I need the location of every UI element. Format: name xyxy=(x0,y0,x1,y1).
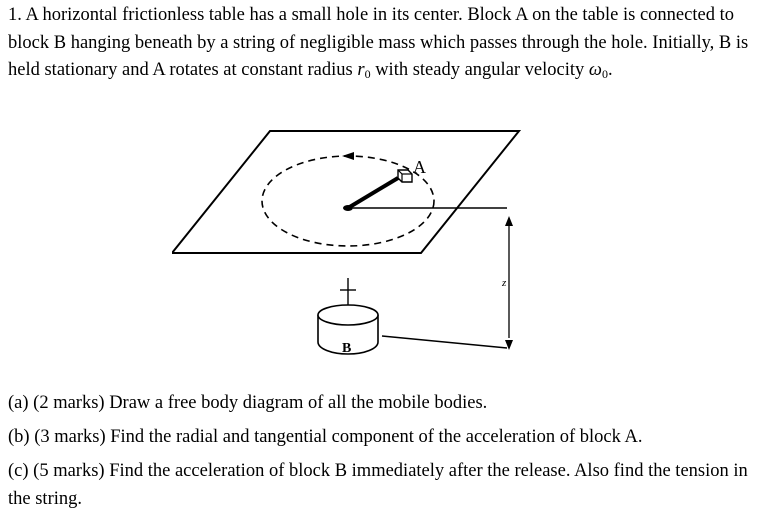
label-b: B xyxy=(342,341,352,356)
dimension-z-arrow-top xyxy=(505,216,513,226)
label-z: z xyxy=(502,277,507,289)
part-a: (a) (2 marks) Draw a free body diagram of all the mobile bodies. xyxy=(8,393,488,413)
problem-text: A horizontal frictionless table has a small hole in its center. Block A on the table is connected to block B hanging beneath by a string of negligible mass which passes through the hole. Initially, B is held stationary and A rotates at constant radius xyxy=(8,5,749,80)
omega-symbol: ω xyxy=(588,60,602,80)
radius-symbol: r xyxy=(357,60,365,80)
radius-subscript: 0 xyxy=(364,67,371,81)
hole xyxy=(343,205,353,211)
table-figure xyxy=(172,128,522,363)
part-b: (b) (3 marks) Find the radial and tangential component of the acceleration of block A. xyxy=(8,427,643,447)
label-a: A xyxy=(413,157,426,177)
problem-end: . xyxy=(607,60,613,80)
block-a xyxy=(398,170,412,182)
problem-number: 1. xyxy=(8,5,22,25)
table-surface xyxy=(172,131,519,253)
part-c: (c) (5 marks) Find the acceleration of block B immediately after the release. Also find the tension in the string. xyxy=(8,461,748,509)
omega-subscript: 0 xyxy=(601,67,608,81)
problem-statement xyxy=(8,2,753,85)
b-reference-line xyxy=(382,336,507,348)
problem-connector: with steady angular velocity xyxy=(375,60,585,80)
